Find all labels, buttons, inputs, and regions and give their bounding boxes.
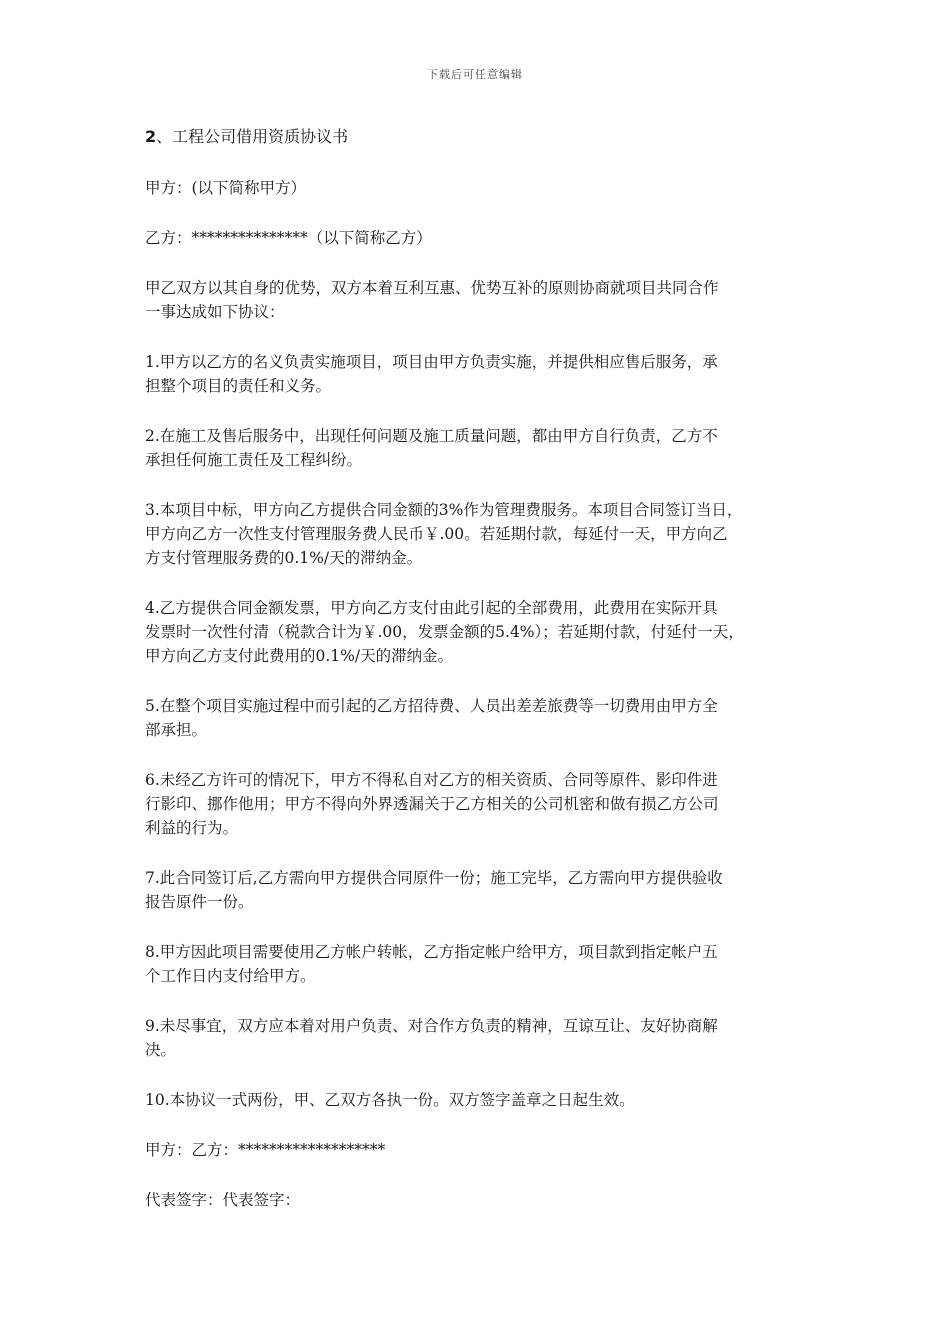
paragraph bbox=[145, 1014, 825, 1062]
paragraph-list bbox=[145, 176, 825, 1212]
paragraph bbox=[145, 226, 825, 250]
paragraph-line: 代表签字：代表签字： bbox=[145, 1191, 301, 1209]
paragraph-line: 利益的行为。 bbox=[145, 819, 239, 837]
document-title bbox=[145, 124, 825, 150]
paragraph-line: 3.本项目中标，甲方向乙方提供合同金额的3%作为管理费服务。本项目合同签订当日， bbox=[145, 501, 743, 519]
paragraph-line: 10.本协议一式两份，甲、乙双方各执一份。双方签字盖章之日起生效。 bbox=[145, 1091, 635, 1109]
paragraph bbox=[145, 1188, 825, 1212]
paragraph-line: 发票时一次性付清（税款合计为￥.00，发票金额的5.4%）；若延期付款，付延付一天， bbox=[145, 623, 744, 641]
paragraph bbox=[145, 866, 825, 914]
paragraph-line: 甲方向乙方一次性支付管理服务费人民币￥.00。若延期付款，每延付一天，甲方向乙 bbox=[145, 525, 728, 543]
paragraph-line: 乙方：***************（以下简称乙方） bbox=[145, 229, 432, 247]
paragraph-line: 担整个项目的责任和义务。 bbox=[145, 377, 332, 395]
paragraph-line: 8.甲方因此项目需要使用乙方帐户转帐，乙方指定帐户给甲方，项目款到指定帐户五 bbox=[145, 943, 718, 961]
paragraph-line: 承担任何施工责任及工程纠纷。 bbox=[145, 451, 363, 469]
header-note: 下载后可任意编辑 bbox=[427, 68, 523, 81]
paragraph-line: 部承担。 bbox=[145, 721, 208, 739]
paragraph bbox=[145, 350, 825, 398]
paragraph-line: 6.未经乙方许可的情况下，甲方不得私自对乙方的相关资质、合同等原件、影印件进 bbox=[145, 771, 718, 789]
paragraph bbox=[145, 498, 825, 570]
paragraph-line: 行影印、挪作他用；甲方不得向外界透漏关于乙方相关的公司机密和做有损乙方公司 bbox=[145, 795, 719, 813]
paragraph bbox=[145, 1138, 825, 1162]
paragraph bbox=[145, 1088, 825, 1112]
paragraph-line: 方支付管理服务费的0.1%/天的滞纳金。 bbox=[145, 549, 423, 567]
paragraph-line: 报告原件一份。 bbox=[145, 893, 254, 911]
paragraph-line: 一事达成如下协议： bbox=[145, 303, 285, 321]
paragraph-line: 甲方：乙方：******************* bbox=[145, 1141, 386, 1159]
paragraph-line: 4.乙方提供合同金额发票，甲方向乙方支付由此引起的全部费用，此费用在实际开具 bbox=[145, 599, 718, 617]
paragraph-line: 甲方：(以下简称甲方） bbox=[145, 179, 307, 197]
paragraph bbox=[145, 768, 825, 840]
paragraph-line: 1.甲方以乙方的名义负责实施项目，项目由甲方负责实施，并提供相应售后服务，承 bbox=[145, 353, 718, 371]
title-text: 、工程公司借用资质协议书 bbox=[156, 127, 349, 146]
paragraph bbox=[145, 424, 825, 472]
paragraph-line: 2.在施工及售后服务中，出现任何问题及施工质量问题，都由甲方自行负责，乙方不 bbox=[145, 427, 718, 445]
paragraph bbox=[145, 694, 825, 742]
paragraph bbox=[145, 596, 825, 668]
paragraph bbox=[145, 276, 825, 324]
paragraph-line: 9.未尽事宜，双方应本着对用户负责、对合作方负责的精神，互谅互让、友好协商解 bbox=[145, 1017, 718, 1035]
paragraph-line: 7.此合同签订后,乙方需向甲方提供合同原件一份；施工完毕，乙方需向甲方提供验收 bbox=[145, 869, 723, 887]
paragraph-line: 5.在整个项目实施过程中而引起的乙方招待费、人员出差差旅费等一切费用由甲方全 bbox=[145, 697, 718, 715]
title-number: 2 bbox=[145, 127, 157, 146]
paragraph bbox=[145, 940, 825, 988]
paragraph-line: 甲乙双方以其自身的优势，双方本着互利互惠、优势互补的原则协商就项目共同合作 bbox=[145, 279, 719, 297]
paragraph-line: 个工作日内支付给甲方。 bbox=[145, 967, 316, 985]
paragraph-line: 甲方向乙方支付此费用的0.1%/天的滞纳金。 bbox=[145, 647, 454, 665]
paragraph-line: 决。 bbox=[145, 1041, 177, 1059]
paragraph bbox=[145, 176, 825, 200]
document-body bbox=[145, 124, 825, 1238]
